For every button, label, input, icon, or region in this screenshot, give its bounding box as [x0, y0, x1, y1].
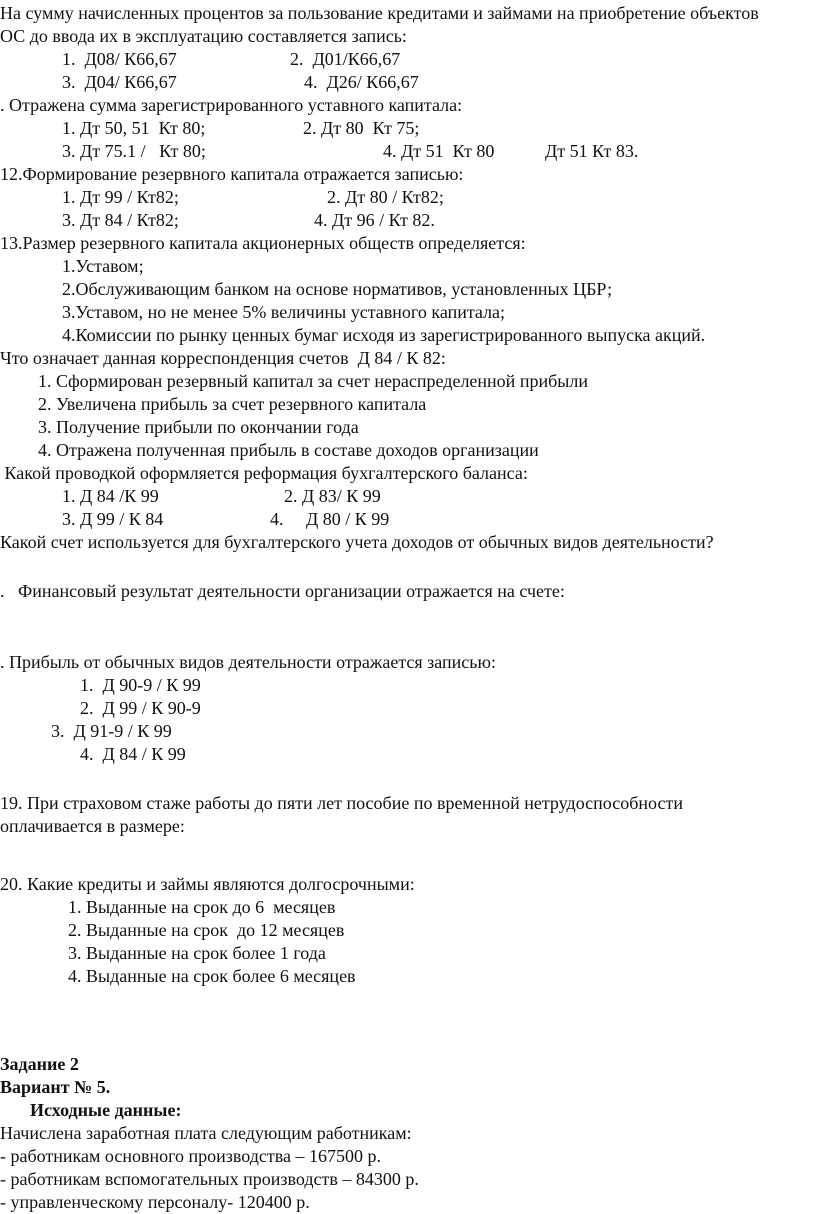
option: 1. Выданные на срок до 6 месяцев — [68, 897, 336, 917]
option: 2. Д 83/ К 99 — [284, 486, 381, 506]
option: 1. Дт 99 / Кт82; — [62, 187, 179, 207]
task-intro: Начислена заработная плата следующим работникам: — [0, 1123, 412, 1143]
question-19-text-2: оплачивается в размере: — [0, 816, 185, 836]
salary-line: - управленческому персоналу- 120400 р. — [0, 1192, 310, 1212]
option: 2. Увеличена прибыль за счет резервного капитала — [38, 394, 427, 414]
option: 2. Выданные на срок до 12 месяцев — [68, 920, 345, 940]
question-19-text-1: 19. При страховом стаже работы до пяти лет пособие по временной нетрудоспособности — [0, 793, 683, 813]
question-reformation-text: Какой проводкой оформляется реформация бухгалтерского баланса: — [0, 463, 528, 483]
option: 2. Д 99 / К 90-9 — [80, 698, 201, 718]
option: 3. Получение прибыли по окончании года — [38, 417, 359, 437]
question-20-text: 20. Какие кредиты и займы являются долгосрочными: — [0, 874, 415, 894]
option: 1. Д 90-9 / К 99 — [80, 675, 201, 695]
option: 2.Обслуживающим банком на основе нормативов, установленных ЦБР; — [62, 279, 613, 299]
option: 4. Дт 96 / Кт 82. — [314, 210, 435, 230]
salary-line: - работникам вспомогательных производств – 84300 р. — [0, 1169, 419, 1189]
question-profit-text: . Прибыль от обычных видов деятельности отражается записью: — [0, 652, 496, 672]
task-title: Задание 2 — [0, 1054, 79, 1074]
question-13-text: 13.Размер резервного капитала акционерных обществ определяется: — [0, 233, 526, 253]
question-credit-text-1: На сумму начисленных процентов за пользование кредитами и займами на приобретение объектов — [0, 3, 759, 23]
option: 4. Отражена полученная прибыль в составе доходов организации — [38, 440, 539, 460]
option: 4.Комиссии по рынку ценных бумаг исходя из зарегистрированного выпуска акций. — [62, 325, 706, 345]
option: 4. Выданные на срок более 6 месяцев — [68, 966, 356, 986]
option: 1. Д 84 /К 99 — [62, 486, 159, 506]
option: 4. Д 80 / К 99 — [270, 509, 390, 529]
option: 4. Д 84 / К 99 — [80, 744, 186, 764]
question-capital-text: . Отражена сумма зарегистрированного уставного капитала: — [0, 95, 463, 115]
option: 3. Дт 84 / Кт82; — [62, 210, 179, 230]
option: 3. Выданные на срок более 1 года — [68, 943, 326, 963]
option: 1. Д08/ К66,67 — [62, 49, 177, 69]
option: 2. Д01/К66,67 — [290, 49, 401, 69]
salary-line: - работникам основного производства – 167500 р. — [0, 1146, 382, 1166]
option: 4. Д26/ К66,67 — [304, 72, 419, 92]
question-12-text: 12.Формирование резервного капитала отражается записью: — [0, 164, 464, 184]
option: 3. Д04/ К66,67 — [62, 72, 177, 92]
question-credit-text-2: ОС до ввода их в эксплуатацию составляется запись: — [0, 26, 407, 46]
option: 4. Дт 51 Кт 80 — [383, 141, 495, 161]
option: 3. Д 99 / К 84 — [62, 509, 164, 529]
option: 1.Уставом; — [62, 256, 144, 276]
option: 3.Уставом, но не менее 5% величины уставного капитала; — [62, 302, 506, 322]
option: 3. Д 91-9 / К 99 — [51, 721, 172, 741]
option: 2. Дт 80 / Кт82; — [327, 187, 444, 207]
question-correspondence-text: Что означает данная корреспонденция счетов Д 84 / К 82: — [0, 348, 446, 368]
question-result-text: . Финансовый результат деятельности организации отражается на счете: — [0, 581, 565, 601]
option: 1. Дт 50, 51 Кт 80; — [62, 118, 206, 138]
option: Дт 51 Кт 83. — [545, 141, 639, 161]
option: 2. Дт 80 Кт 75; — [303, 118, 420, 138]
option: 3. Дт 75.1 / Кт 80; — [62, 141, 206, 161]
task-variant: Вариант № 5. — [0, 1077, 111, 1097]
question-account-text: Какой счет используется для бухгалтерского учета доходов от обычных видов деятельности? — [0, 532, 714, 552]
input-data-heading: Исходные данные: — [30, 1100, 182, 1120]
option: 1. Сформирован резервный капитал за счет нераспределенной прибыли — [38, 371, 588, 391]
